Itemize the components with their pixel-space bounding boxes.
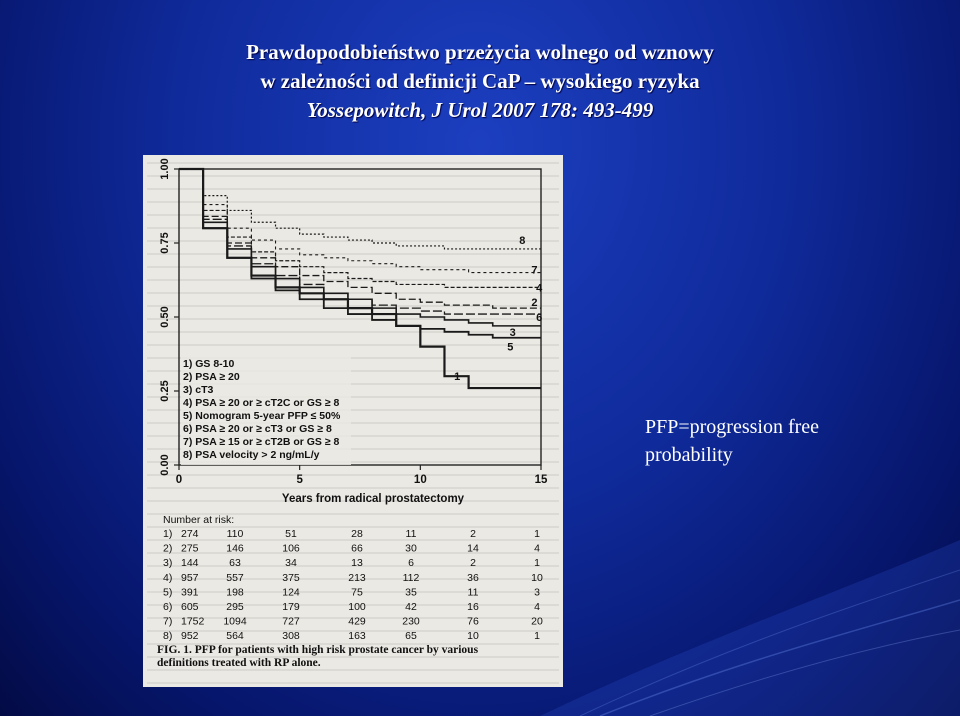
risk-table-cell: 10 xyxy=(531,571,543,584)
y-tick-label: 0.25 xyxy=(159,380,171,402)
risk-table-cell: 100 xyxy=(348,601,366,613)
risk-table-cell: 75 xyxy=(351,586,363,599)
risk-table-cell: 275 xyxy=(181,542,199,555)
risk-table-cell: 66 xyxy=(351,542,363,555)
curve-end-label-5: 5 xyxy=(507,341,514,354)
curve-end-label-4: 4 xyxy=(536,282,543,295)
figure-caption-line-2: definitions treated with RP alone. xyxy=(157,657,321,669)
curve-end-label-7: 7 xyxy=(531,264,538,277)
y-tick-label: 0.00 xyxy=(159,454,171,476)
risk-table-cell: 6 xyxy=(408,557,414,570)
risk-row-label: 8) xyxy=(163,630,173,643)
risk-table-cell: 10 xyxy=(467,630,479,643)
risk-table-header: Number at risk: xyxy=(163,514,235,526)
risk-row-label: 6) xyxy=(163,601,173,613)
kaplan-meier-figure xyxy=(143,155,563,687)
risk-table-cell: 1094 xyxy=(223,615,247,628)
curve-end-label-2: 2 xyxy=(531,297,538,310)
risk-table-cell: 144 xyxy=(181,557,199,570)
risk-table-cell: 63 xyxy=(229,557,241,570)
title-citation: Yossepowitch, J Urol 2007 178: 493-499 xyxy=(306,98,654,122)
legend-entry-1: 1) GS 8-10 xyxy=(183,358,235,370)
risk-table-cell: 30 xyxy=(405,542,417,555)
risk-table-cell: 274 xyxy=(181,528,199,540)
legend-entry-4: 4) PSA ≥ 20 or ≥ cT2C or GS ≥ 8 xyxy=(183,397,340,409)
risk-table-cell: 564 xyxy=(226,630,244,643)
risk-row-label: 5) xyxy=(163,586,173,599)
survival-curve-3 xyxy=(179,169,541,326)
risk-table-cell: 179 xyxy=(282,601,300,613)
risk-row-label: 4) xyxy=(163,571,173,584)
risk-table-cell: 1 xyxy=(534,557,540,570)
risk-table-cell: 429 xyxy=(348,615,366,628)
note-line-2: probability xyxy=(645,444,733,466)
risk-table-cell: 308 xyxy=(282,630,300,643)
x-tick-label: 5 xyxy=(296,474,303,486)
pfp-definition-note xyxy=(645,413,885,469)
risk-table-cell: 2 xyxy=(470,528,476,540)
risk-table-cell: 51 xyxy=(285,528,297,540)
note-line-1: PFP=progression free xyxy=(645,416,820,438)
legend-entry-8: 8) PSA velocity > 2 ng/mL/y xyxy=(183,449,320,461)
risk-table-cell: 957 xyxy=(181,571,199,584)
risk-table-cell: 727 xyxy=(282,615,300,628)
risk-table-cell: 34 xyxy=(285,557,297,570)
x-tick-label: 0 xyxy=(175,474,183,486)
x-axis-label: Years from radical prostatectomy xyxy=(281,493,465,505)
risk-table-cell: 3 xyxy=(534,586,540,599)
risk-table-cell: 20 xyxy=(531,615,543,628)
risk-table-cell: 14 xyxy=(467,542,479,555)
risk-table-cell: 110 xyxy=(226,528,244,540)
curve-end-label-6: 6 xyxy=(536,312,543,324)
risk-table-cell: 11 xyxy=(467,586,479,599)
risk-table-cell: 391 xyxy=(181,586,199,599)
risk-table-cell: 230 xyxy=(402,615,420,628)
risk-table-cell: 605 xyxy=(181,601,199,613)
risk-row-label: 2) xyxy=(163,542,173,555)
title-line-2: w zależności od definicji CaP – wysokiego ryzyka xyxy=(260,69,700,93)
risk-table-cell: 146 xyxy=(226,542,244,555)
risk-table-cell: 106 xyxy=(282,542,300,555)
risk-table-cell: 557 xyxy=(226,571,244,584)
risk-table-cell: 28 xyxy=(351,528,363,540)
curve-end-label-8: 8 xyxy=(519,235,526,248)
risk-table-cell: 124 xyxy=(282,586,300,599)
figure-caption-line-1: FIG. 1. PFP for patients with high risk prostate cancer by various xyxy=(157,644,479,656)
risk-row-label: 3) xyxy=(163,557,173,570)
legend-entry-3: 3) cT3 xyxy=(183,384,214,396)
slide-title xyxy=(120,38,840,125)
risk-table-cell: 36 xyxy=(467,571,479,584)
risk-table-cell: 1752 xyxy=(181,615,205,628)
risk-table-cell: 11 xyxy=(405,528,417,540)
risk-table-cell: 952 xyxy=(181,630,199,643)
title-line-1: Prawdopodobieństwo przeżycia wolnego od wznowy xyxy=(246,40,714,64)
risk-table-cell: 4 xyxy=(534,601,540,613)
risk-table-cell: 4 xyxy=(534,542,540,555)
y-tick-label: 0.50 xyxy=(159,306,171,328)
legend-entry-2: 2) PSA ≥ 20 xyxy=(183,371,240,383)
legend-entry-6: 6) PSA ≥ 20 or ≥ cT3 or GS ≥ 8 xyxy=(183,423,332,435)
risk-table-cell: 42 xyxy=(405,601,417,613)
risk-table-cell: 295 xyxy=(226,601,244,613)
y-tick-label: 0.75 xyxy=(159,232,171,254)
risk-table-cell: 2 xyxy=(470,557,476,570)
risk-row-label: 1) xyxy=(163,528,173,540)
kaplan-meier-chart xyxy=(143,155,563,687)
survival-curve-5 xyxy=(179,169,541,338)
curve-end-label-3: 3 xyxy=(509,326,516,339)
risk-table-cell: 163 xyxy=(348,630,366,643)
risk-table-cell: 65 xyxy=(405,630,417,643)
risk-row-label: 7) xyxy=(163,615,173,628)
legend-entry-5: 5) Nomogram 5-year PFP ≤ 50% xyxy=(183,410,341,422)
risk-table-cell: 76 xyxy=(467,615,479,628)
risk-table-cell: 13 xyxy=(351,557,363,570)
risk-table-cell: 198 xyxy=(226,586,244,599)
risk-table-cell: 375 xyxy=(282,571,300,584)
risk-table-cell: 213 xyxy=(348,571,366,584)
curve-end-label-1: 1 xyxy=(454,371,461,384)
risk-table-cell: 1 xyxy=(534,528,540,540)
risk-table-cell: 16 xyxy=(467,601,479,613)
x-tick-label: 10 xyxy=(413,474,427,486)
risk-table-cell: 112 xyxy=(402,571,420,584)
risk-table-cell: 1 xyxy=(534,630,540,643)
y-tick-label: 1.00 xyxy=(159,158,171,180)
x-tick-label: 15 xyxy=(534,474,548,486)
legend-entry-7: 7) PSA ≥ 15 or ≥ cT2B or GS ≥ 8 xyxy=(183,436,340,448)
risk-table-cell: 35 xyxy=(405,586,417,599)
